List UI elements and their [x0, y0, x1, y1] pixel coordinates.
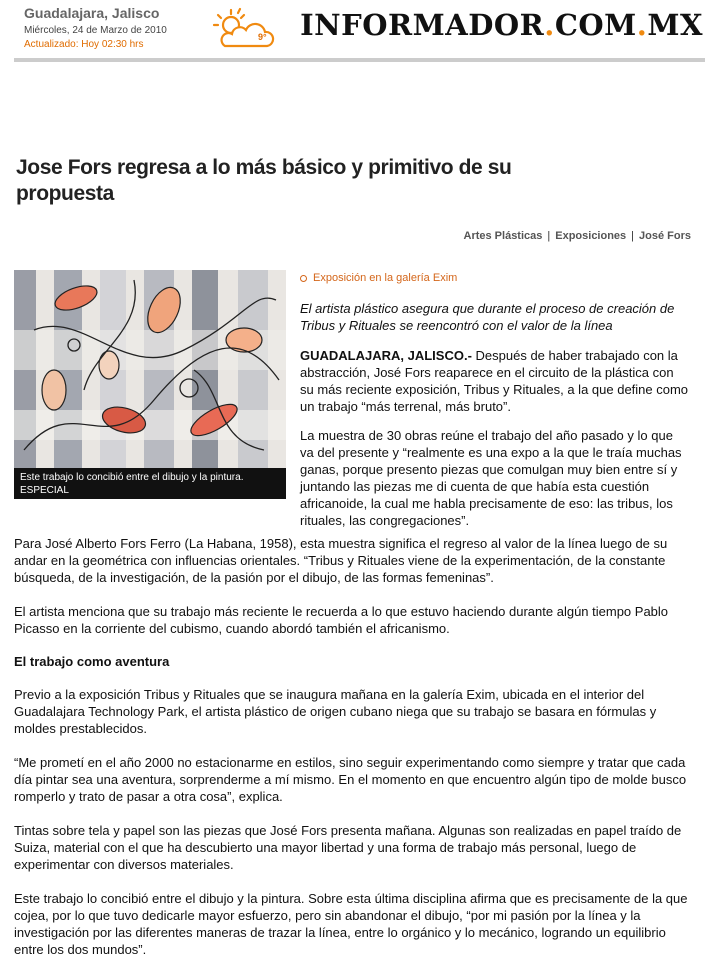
- artwork-image: [14, 270, 286, 468]
- paragraph: El artista menciona que su trabajo más reciente le recuerda a lo que estuvo haciendo durante algún tiempo Pablo Picasso en la corriente del cubismo, cuando abordó también el africanismo.: [14, 604, 669, 636]
- current-date: Miércoles, 24 de Marzo de 2010: [24, 25, 167, 36]
- article-image[interactable]: [14, 270, 286, 499]
- section-subhead: El trabajo como aventura: [14, 654, 170, 669]
- dateline: GUADALAJARA, JALISCO.-: [300, 348, 472, 363]
- sun-cloud-icon: [207, 6, 277, 51]
- weather-widget[interactable]: [207, 6, 277, 51]
- tag-link[interactable]: Artes Plásticas: [463, 230, 543, 242]
- article-side-column: [300, 272, 690, 529]
- paragraph: [300, 347, 690, 415]
- side-body: [300, 347, 690, 529]
- paragraph: La muestra de 30 obras reúne el trabajo del año pasado y lo que va del presente y “realmente es una expo a la que le traía muchas ganas, porque presento piezas que comulgan muy bien entre sí y juntando las piezas me di cuenta de que había esta cuestión africanoide, la cual me habla precisamente de eso: las tribus, los rituales, las congregaciones”.: [300, 428, 682, 528]
- temperature: 9°: [258, 32, 267, 42]
- brand-mx: MX: [647, 8, 703, 42]
- brand-dot: .: [544, 8, 555, 42]
- brand-dot-2: .: [636, 8, 648, 42]
- tag-separator: |: [631, 230, 635, 242]
- article-title: Jose Fors regresa a lo más básico y primitivo de su propuesta: [16, 156, 512, 205]
- circle-bullet-icon: [300, 275, 307, 282]
- tag-link[interactable]: Exposiciones: [555, 230, 627, 242]
- header-divider: [14, 58, 705, 62]
- paragraph-text: Después de haber trabajado con la abstracción, José Fors reaparece en el circuito de la plástica con su más reciente exposición, Tribus y Rituales, a la que define como un trabajo “más terrenal, más bruto”.: [300, 348, 689, 414]
- image-caption: [20, 471, 243, 497]
- gallery-link[interactable]: [300, 272, 690, 284]
- tag-separator: |: [547, 230, 551, 242]
- paragraph: Este trabajo lo concibió entre el dibujo y la pintura. Sobre esta última disciplina afirma que es precisamente de la que cojea, por lo que tuvo dedicarle mayor esfuerzo, pero sin abandonar el dibujo, “por mi pasión por la línea y la investigación por las diferentes maneras de trazar la línea, entre lo orgánico y lo mecánico, logrando un equilibrio entre los dos mundos”.: [14, 891, 688, 957]
- caption-text: Este trabajo lo concibió entre el dibujo y la pintura.: [20, 472, 244, 483]
- paragraph: “Me prometí en el año 2000 no estacionarme en estilos, sino seguir experimentando como siempre y tratar que cada día pintar sea una aventura, sorprenderme a mí mismo. En el momento en que encuentro algún tipo de molde busco romperlo y trato de pasar a otra cosa”, explica.: [14, 755, 687, 804]
- gallery-link-text: Exposición en la galería Exim: [313, 272, 458, 284]
- tag-list: [464, 230, 692, 242]
- site-header: [14, 0, 705, 62]
- tag-link[interactable]: José Fors: [639, 230, 691, 242]
- paragraph: Para José Alberto Fors Ferro (La Habana, 1958), esta muestra significa el regreso al valor de la línea luego de su andar en la geométrica con influencias orientales. “Tribus y Rituales viene de la experimentación, de la constante búsqueda, de la investigación, de la pasión por el dibujo, de las formas femeninas”.: [14, 536, 668, 585]
- site-logo[interactable]: [300, 8, 703, 42]
- article-body: [14, 535, 692, 975]
- brand-name: INFORMADOR: [300, 8, 545, 42]
- paragraph: Previo a la exposición Tribus y Rituales que se inaugura mañana en la galería Exim, ubicada en el interior del Guadalajara Technology Park, el artista plástico de origen cubano niega que su trabajo se basara en fórmulas y moldes prestablecidos.: [14, 687, 657, 736]
- paragraph: Tintas sobre tela y papel son las piezas que José Fors presenta mañana. Algunas son realizadas en papel traído de Suiza, material con el que ha descubierto una mayor libertad y una forma de trabajo más personal, luego de experimentar con diversos materiales.: [14, 823, 682, 872]
- city-name: Guadalajara, Jalisco: [24, 5, 160, 21]
- brand-com: COM: [554, 8, 637, 42]
- update-time: Actualizado: Hoy 02:30 hrs: [24, 39, 144, 50]
- image-credit: ESPECIAL: [20, 485, 69, 496]
- article-lead: El artista plástico asegura que durante el proceso de creación de Tribus y Rituales se reencontró con el valor de la línea: [300, 301, 675, 333]
